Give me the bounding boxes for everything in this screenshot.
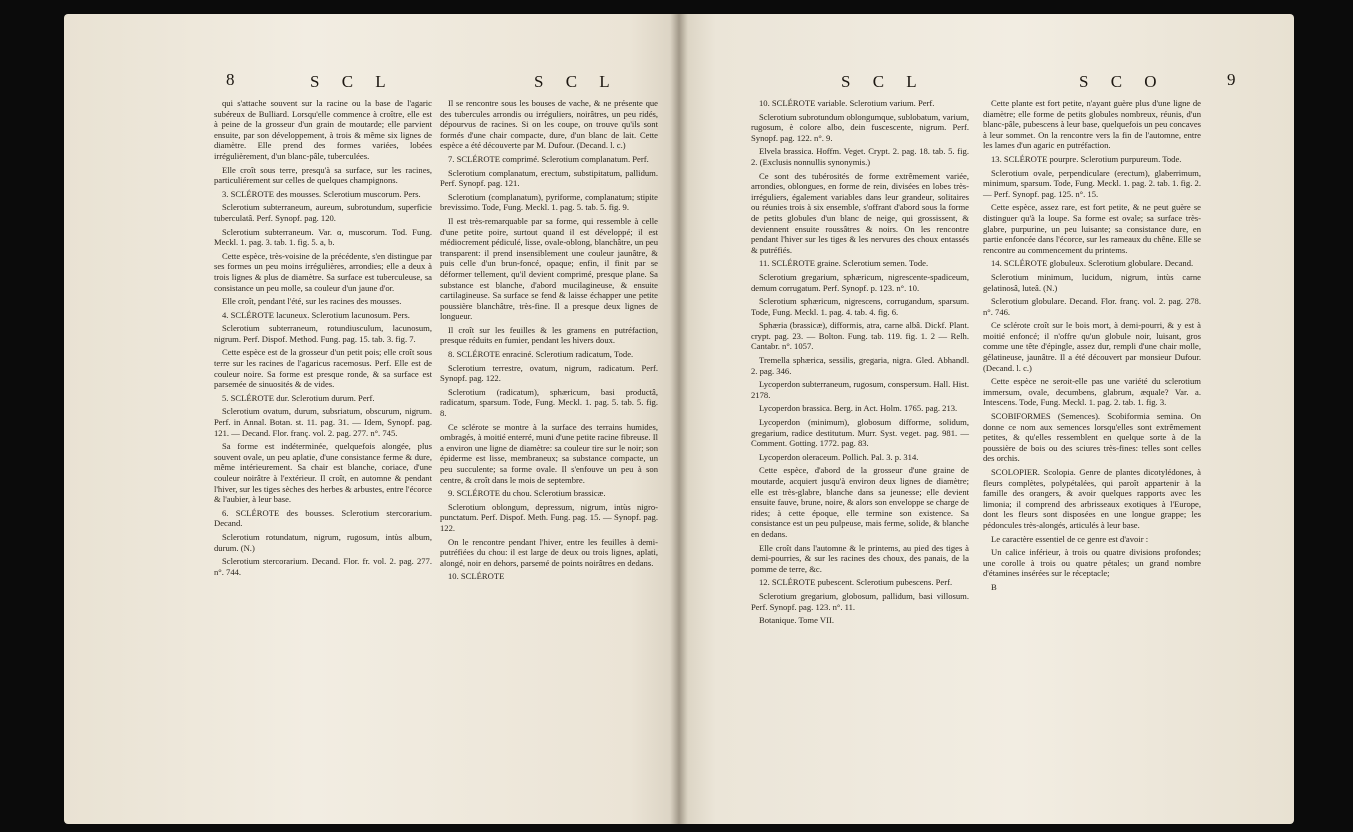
paragraph: 6. SCLÉROTE des bousses. Sclerotium stercorarium. Decand. (214, 507, 432, 529)
paragraph: Cette espèce, d'abord de la grosseur d'une graine de moutarde, acquiert jusqu'à environ deux lignes de diamètre; elle est très-glabre, blanche dans sa jeunesse; elle devient ensuite fauve, brune, noire, & alors son enveloppe se charge de rides; à cette époque, elle termine son existence. Sa consistance est un peu pulpeuse, mais ferme, solide, & blanche en dedans. (751, 465, 969, 539)
paragraph: Tremella sphærica, sessilis, gregaria, nigra. Gled. Abhandl. 2. pag. 346. (751, 355, 969, 376)
paragraph: Sclerotium subterraneum. Var. α, muscorum. Tod. Fung. Meckl. 1. pag. 3. tab. 1. fig. 5. a, b. (214, 226, 432, 248)
right-page (679, 14, 1294, 824)
paragraph: Botanique. Tome VII. (759, 615, 834, 626)
paragraph: Cette espèce est de la grosseur d'un petit pois; elle croît sous terre sur les racines de l'agaricus racemosus. Perf. Elle est de couleur noire. Sa forme est presque ronde, & sa surface est parsemée de sinuosités & de vides. (214, 347, 432, 390)
paragraph: Sclerotium gregarium, sphæricum, nigrescente-spadiceum, demum corrugatum. Perf. Synopf. p. 123. n°. 10. (751, 271, 969, 293)
paragraph: Elle croît dans l'automne & le printems, au pied des tiges à demi-pourries, & sur les racines des choux, des panais, de la pomme de terre, &c. (751, 542, 969, 574)
page-number: 9 (1227, 70, 1236, 89)
paragraph: Lycoperdon brassica. Berg. in Act. Holm. 1765. pag. 213. (759, 403, 958, 414)
running-header: S C L (534, 72, 619, 91)
text-column (440, 98, 658, 585)
paragraph: Sclerotium (complanatum), pyriforme, complanatum; stipite brevissimo. Tode, Fung. Meckl. 1. pag. 5. tab. 5. fig. 9. (440, 191, 658, 213)
text-column (983, 98, 1201, 596)
paragraph: Sphæria (brassicæ), difformis, atra, carne albâ. Dickf. Plant. crypt. pag. 23. — Bolton. Fung. tab. 119. fig. 1. 2 — Relh. Cantabr. n°. 1057. (751, 320, 969, 352)
paragraph: Lycoperdon subterraneum, rugosum, conspersum. Hall. Hist. 2178. (751, 379, 969, 400)
paragraph: Sclerotium terrestre, ovatum, nigrum, radicatum. Perf. Synopf. pag. 122. (440, 362, 658, 384)
paragraph: Sclerotium ovatum, durum, subsriatum, obscurum, nigrum. Perf. in Annal. Botan. st. 11. pag. 31. — Idem, Synopf. pag. 121. — Decand. Flor. franç. vol. 2. pag. 277. n°. 745. (214, 406, 432, 438)
paragraph: Cette espèce ne seroit-elle pas une variété du sclerotium immersum, ovale, decumbens, glabrum, æquale? Var. a. Intescens. Tode, Fung. Meckl. 1. pag. 2. tab. 1. fig. 3. (983, 376, 1201, 408)
paragraph: Ce sclérote se montre à la surface des terrains humides, ombragés, à moitié enterré, muni d'une petite racine fibreuse. Il a environ une ligne de diamètre: sa couleur tire sur le noir; son épiderme est lisse, membraneux; sa substance compacte, un peu succulente; sa forme ovale. Il s'enfouve un peu à son centre, & croît dans le mois de septembre. (440, 421, 658, 485)
paragraph: Un calice inférieur, à trois ou quatre divisions profondes; une corolle à trois ou quatre pétales; un grand nombre d'étamines insérées sur le réceptacle; (983, 547, 1201, 579)
paragraph: Sclerotium gregarium, globosum, pallidum, basi villosum. Perf. Synopf. pag. 123. n°. 11. (751, 590, 969, 612)
paragraph: Sclerotium sphæricum, nigrescens, corrugandum, sparsum. Tode, Fung. Meckl. 1. pag. 4. tab. 4. fig. 6. (751, 296, 969, 317)
paragraph: 10. SCLÉROTE variable. Sclerotium varium. Perf. (759, 98, 935, 108)
paragraph: Elle croît, pendant l'été, sur les racines des mousses. (222, 296, 402, 307)
paragraph: 7. SCLÉROTE comprimé. Sclerotium complanatum. Perf. (448, 153, 649, 164)
text-column (214, 98, 432, 580)
running-header: S C L (841, 72, 926, 91)
running-header: S C L (310, 72, 395, 91)
running-header: S C O (1079, 72, 1166, 91)
paragraph: Sclerotium subrotundum oblongumque, sublobatum, varium, rugosum, è colore albo, dein fuscescente, nigrum. Perf. Synopf. pag. 122. n°. 9. (751, 111, 969, 143)
left-page (64, 14, 679, 824)
paragraph: Sclerotium complanatum, erectum, substipitatum, pallidum. Perf. Synopf. pag. 121. (440, 167, 658, 189)
paragraph: Cette espèce, très-voisine de la précédente, s'en distingue par ses formes un peu moins irrégulières, arrondies; elle a deux à trois lignes & plus de diamètre. Sa surface est tuberculeuse, sa consistance un peu molle, sa couleur d'un jaune d'or. (214, 250, 432, 293)
paragraph: Il est très-remarquable par sa forme, qui ressemble à celle d'une petite poire, surtout quand il est développé; il est médiocrement pédiculé, lisse, ovale-oblong, blanchâtre, un peu transparent: il prend insensiblement une couleur jaunâtre, & puis celle d'un brun-foncé, opaque; enfin, il finit par se déformer tellement, qu'il devient comprimé, presque plane. Sa substance est blanche, d'abord mucilagineuse, & ensuite cartilagineuse. Sa surface se fend & laisse échapper une petite poussière blanchâtre, très-fine. Il a presque deux lignes de longueur. (440, 215, 658, 322)
paragraph: Sclerotium (radicatum), sphæricum, basi productâ, radicatum, sparsum. Tode, Fung. Meckl. 1. pag. 5. tab. 5. fig. 8. (440, 386, 658, 419)
paragraph: Lycoperdon (minimum), globosum difforme, solidum, gregarium, radice destitutum. Murr. Syst. veget. pag. 981. — Comment. Gotting. 1772. pag. 83. (751, 417, 969, 449)
paragraph: Sclerotium rotundatum, nigrum, rugosum, intùs album, durum. (N.) (214, 531, 432, 553)
paragraph: Ce sont des tubérosités de forme extrêmement variée, arrondies, oblongues, en forme de rein, divisées en lobes très-irréguliers, également variables dans leur grandeur, solitaires ou réunies trois à six ensemble, s'offrant d'abord sous la forme de petits globules d'un blanc de neige, qui grossissent, & deviennent ensuite roussâtres & noirs. On les rencontre pendant l'hiver sur les tiges & les nervures des choux entassés & putréfiés. (751, 170, 969, 255)
paragraph: B (991, 581, 997, 592)
paragraph: 5. SCLÉROTE dur. Sclerotium durum. Perf. (222, 392, 375, 403)
paragraph: 11. SCLÉROTE graine. Sclerotium semen. Tode. (759, 258, 929, 269)
paragraph: 10. SCLÉROTE (448, 571, 505, 582)
paragraph: 13. SCLÉROTE pourpre. Sclerotium purpureum. Tode. (991, 153, 1182, 164)
paragraph: Sclerotium ovale, perpendiculare (erectum), glaberrimum, minimum, sparsum. Tode, Fung. Meckl. 1. pag. 2. tab. 1. fig. 2. — Perf. Synopf. pag. 125. n°. 15. (983, 167, 1201, 199)
paragraph: Sclerotium oblongum, depressum, nigrum, intùs nigro-punctatum. Perf. Dispof. Meth. Fung. pag. 15. — Synopf. pag. 122. (440, 501, 658, 533)
paragraph: Sclerotium minimum, lucidum, nigrum, intùs carne gelatinosâ, luteâ. (N.) (983, 271, 1201, 293)
paragraph: SCOLOPIER. Scolopia. Genre de plantes dicotylédones, à fleurs complètes, polypétalées, qui paroît appartenir à la famille des orangers, & avoir quelques rapports avec les limonia; il comprend des arbrisseaux exotiques à l'Europe, dont les fleurs sont disposées en une longue grappe; les pédoncules très-alongés, articulés à leur base. (983, 467, 1201, 530)
paragraph: Sclerotium subterraneum, aureum, subrotundum, superficie tuberculatâ. Perf. Synopf. pag. 120. (214, 202, 432, 223)
paragraph: Elvela brassica. Hoffm. Veget. Crypt. 2. pag. 18. tab. 5. fig. 2. (Exclusis nonnullis synonymis.) (751, 146, 969, 167)
paragraph: Il se rencontre sous les bouses de vache, & ne présente que des tubercules arrondis ou irréguliers, noirâtres, un peu ridés, dépourvus de racines. Si on les coupe, on trouve qu'ils sont formés d'une chair compacte, dure, d'un blanc de lait. Cette espèce a été découverte par M. Dufour. (Decand. l. c.) (440, 98, 658, 151)
paragraph: Sclerotium globulare. Decand. Flor. franç. vol. 2. pag. 278. n°. 746. (983, 296, 1201, 317)
paragraph: 8. SCLÉROTE enraciné. Sclerotium radicatum, Tode. (448, 349, 634, 360)
book-gutter (670, 14, 688, 824)
paragraph: 3. SCLÉROTE des mousses. Sclerotium muscorum. Pers. (222, 188, 421, 199)
paragraph: Cette espèce, assez rare, est fort petite, & ne peut guère se distinguer qu'à la loupe. Sa forme est ovale; sa surface très-glabre, purpurine, un peu luisante; sa consistance dure, en partie enfoncée dans l'écorce, sur les rameaux du chêne. Elle se rencontre au commencement du printems. (983, 202, 1201, 255)
paragraph: 9. SCLÉROTE du chou. Sclerotium brassicæ. (448, 488, 606, 499)
paragraph: 12. SCLÉROTE pubescent. Sclerotium pubescens. Perf. (759, 577, 953, 588)
paragraph: Lycoperdon oleraceum. Pollich. Pal. 3. p. 314. (759, 451, 919, 462)
paragraph: Il croît sur les feuilles & les gramens en putréfaction, presque réduits en fumier, pendant les hivers doux. (440, 324, 658, 346)
paragraph: qui s'attache souvent sur la racine ou la base de l'agaric subéreux de Bulliard. Lorsqu'elle commence à croître, elle est à peine de la grosseur d'un grain de moutarde; elle parvient ensuite, par son développement, à trois & même six lignes de diamètre. Elle prend des formes variées, lobées irrégulièrement, d'un blanc-pâle, tuberculées. (214, 98, 432, 161)
paragraph: Cette plante est fort petite, n'ayant guère plus d'une ligne de diamètre; elle forme de petits globules nombreux, réunis, d'un blanc-pâle, pubescens à leur base, quelquefois un peu concaves à leur sommet. On la rencontre vers la fin de l'automne, entre les lames d'un agaric en putréfaction. (983, 98, 1201, 151)
paragraph: 4. SCLÉROTE lacuneux. Sclerotium lacunosum. Pers. (222, 309, 410, 320)
paragraph: On le rencontre pendant l'hiver, entre les feuilles à demi-putréfiées du chou: il est large de deux ou trois lignes, aplati, alongé, noir en dehors, parsemé de points noirâtres en dedans. (440, 536, 658, 568)
page-number: 8 (226, 70, 235, 89)
paragraph: Sa forme est indéterminée, quelquefois alongée, plus souvent ovale, un peu aplatie, d'une consistance ferme & dure, même intérieurement. Sa chair est blanche, coriace, d'une couleur noirâtre à l'extérieur. Il croît, en automne & pendant l'hiver, sur les tiges sèches des herbes & arbustes, entre l'écorce & l'aubier, à leur base. (214, 441, 432, 505)
paragraph: Ce sclérote croît sur le bois mort, à demi-pourri, & y est à moitié enfoncé; il n'offre qu'un globule noir, luisant, gros comme une tête d'épingle, assez dur, rempli d'une chair molle, gélatineuse, jaunâtre. Il a été découvert par monsieur Dufour. (Decand. l. c.) (983, 320, 1201, 373)
paragraph: 14. SCLÉROTE globuleux. Sclerotium globulare. Decand. (991, 258, 1194, 269)
text-column (751, 98, 969, 629)
paragraph: Le caractère essentiel de ce genre est d'avoir : (991, 533, 1149, 544)
paragraph: Sclerotium stercorarium. Decand. Flor. fr. vol. 2. pag. 277. n°. 744. (214, 556, 432, 577)
paragraph: Sclerotium subterraneum, rotundiusculum, lacunosum, nigrum. Perf. Dispof. Method. Fung. pag. 15. tab. 3. fig. 7. (214, 323, 432, 344)
open-book (64, 14, 1294, 824)
paragraph: Elle croît sous terre, presqu'à sa surface, sur les racines, particuliérement sur celles de quelques champignons. (214, 164, 432, 186)
paragraph: SCOBIFORMES (Semences). Scobiformia semina. On donne ce nom aux semences lorsqu'elles sont extrêmement petites, & qu'elles ressemblent en quelque sorte à de la poussière de bois ou des sciures très-fines: telles sont celles des orchis. (983, 411, 1201, 464)
